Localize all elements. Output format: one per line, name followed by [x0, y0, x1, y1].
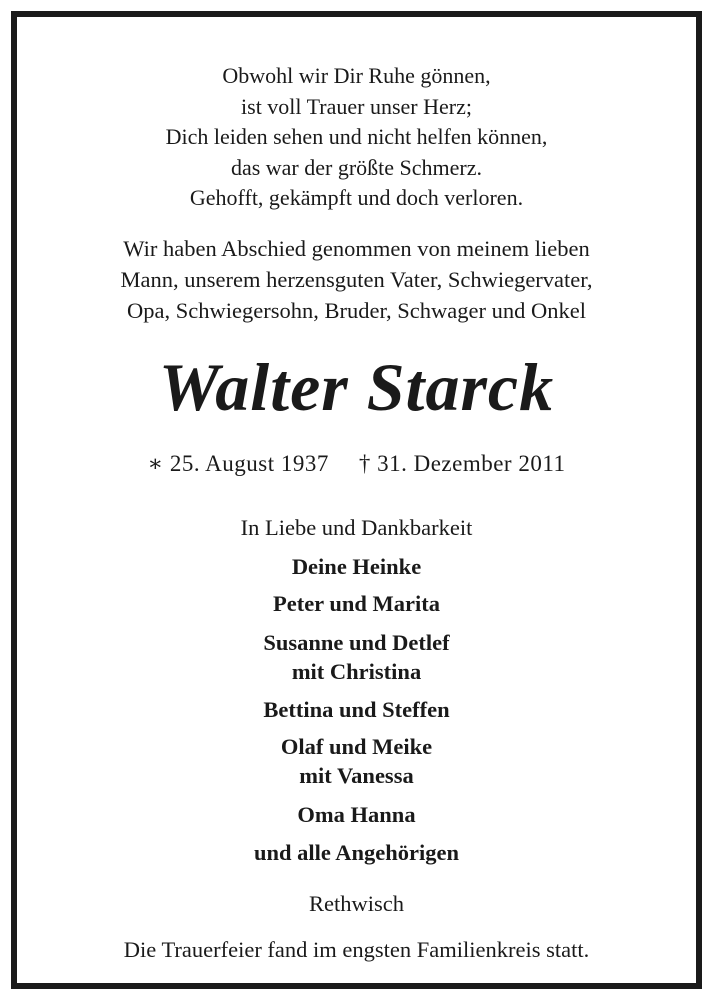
mourner-group [17, 628, 696, 686]
deceased-name: Walter Starck [158, 349, 555, 425]
mourner-name: Deine Heinke [291, 554, 422, 579]
mourner-group [17, 838, 696, 867]
farewell-line: Mann, unserem herzensguten Vater, Schwiegervater, [120, 267, 593, 292]
death-date: † 31. Dezember 2011 [358, 451, 566, 476]
mourner-name: Olaf und Meike [280, 734, 433, 759]
mourner-name: Bettina und Steffen [263, 697, 450, 722]
mourner-name: mit Christina [291, 659, 422, 684]
poem-line: Dich leiden sehen und nicht helfen können, [165, 124, 548, 149]
farewell-line: Wir haben Abschied genommen von meinem lieben [123, 236, 590, 261]
life-dates [17, 449, 696, 479]
obituary-frame [11, 11, 702, 989]
poem-line: Gehofft, gekämpft und doch verloren. [189, 185, 524, 210]
poem-line: Obwohl wir Dir Ruhe gönnen, [222, 63, 491, 88]
poem-line: das war der größte Schmerz. [230, 154, 483, 180]
farewell-line: Opa, Schwiegersohn, Bruder, Schwager und Onkel [127, 298, 586, 323]
thanks-line: In Liebe und Dankbarkeit [240, 515, 473, 540]
place-name: Rethwisch [309, 891, 404, 916]
mourner-group [17, 552, 696, 581]
memorial-poem [17, 61, 696, 214]
mourner-group [17, 800, 696, 829]
farewell-text [17, 233, 696, 326]
funeral-notice: Die Trauerfeier fand im engsten Familienkreis statt. [123, 937, 590, 962]
mourner-name: Susanne und Detlef [263, 630, 450, 655]
birth-date: ∗ 25. August 1937 [147, 451, 329, 476]
mourner-name: Peter und Marita [272, 591, 441, 616]
mourner-group [17, 695, 696, 724]
mourner-name: und alle Angehörigen [253, 840, 460, 865]
mourner-group [17, 732, 696, 790]
mourner-group [17, 589, 696, 618]
poem-line: ist voll Trauer unser Herz; [241, 93, 472, 119]
mourner-name: Oma Hanna [297, 802, 416, 827]
mourner-name: mit Vanessa [299, 763, 414, 788]
